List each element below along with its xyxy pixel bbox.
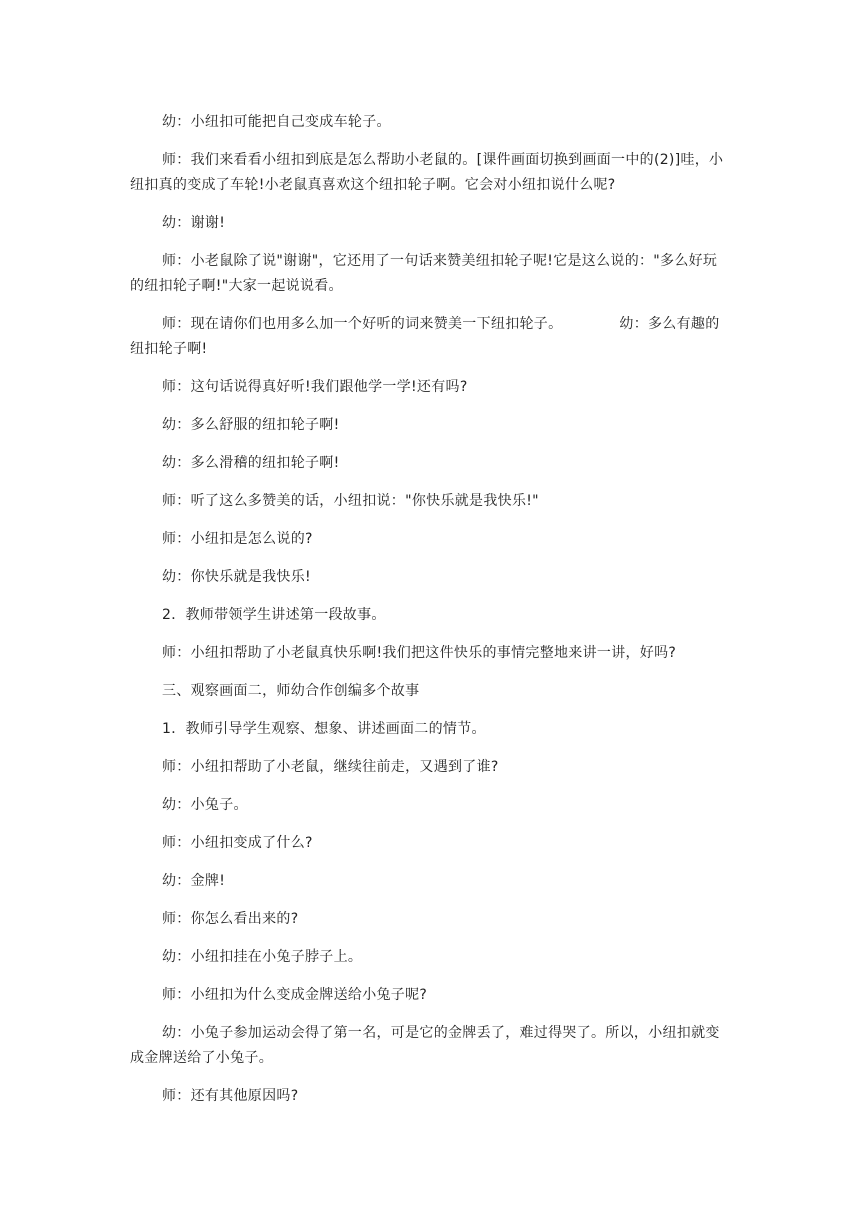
paragraph: 师：小纽扣是怎么说的? xyxy=(162,531,313,547)
paragraph: 师：小纽扣变成了什么? xyxy=(162,835,313,851)
paragraph: 师：我们来看看小纽扣到底是怎么帮助小老鼠的。[课件画面切换到画面一中的(2)]哇，小纽扣真的变成了车轮!小老鼠真喜欢这个纽扣轮子啊。它会对小纽扣说什么呢? xyxy=(130,152,724,193)
paragraph: 幼：小兔子参加运动会得了第一名，可是它的金牌丢了，难过得哭了。所以，小纽扣就变成金牌送给了小兔子。 xyxy=(130,1025,720,1066)
paragraph: 师：听了这么多赞美的话，小纽扣说："你快乐就是我快乐!" xyxy=(162,493,539,509)
paragraph: 幼：你快乐就是我快乐! xyxy=(162,569,311,585)
paragraph: 幼：小纽扣可能把自己变成车轮子。 xyxy=(162,114,391,130)
paragraph: 幼：小兔子。 xyxy=(162,797,248,813)
paragraph: 幼：金牌! xyxy=(162,873,226,889)
paragraph: 师：小纽扣为什么变成金牌送给小兔子呢? xyxy=(162,987,428,1003)
paragraph: 师：小纽扣帮助了小老鼠真快乐啊!我们把这件快乐的事情完整地来讲一讲，好吗? xyxy=(162,645,677,661)
document-body xyxy=(130,110,730,1122)
section-heading: 三、观察画面二，师幼合作创编多个故事 xyxy=(162,683,420,699)
paragraph: 师：现在请你们也用多么加一个好听的词来赞美一下纽扣轮子。 幼：多么有趣的纽扣轮子啊! xyxy=(130,316,720,357)
paragraph: 师：小纽扣帮助了小老鼠，继续往前走，又遇到了谁? xyxy=(162,759,499,775)
paragraph: 幼：多么舒服的纽扣轮子啊! xyxy=(162,417,340,433)
paragraph: 师：这句话说得真好听!我们跟他学一学!还有吗? xyxy=(162,379,468,395)
paragraph: 幼：谢谢! xyxy=(162,215,226,231)
section-step: 2．教师带领学生讲述第一段故事。 xyxy=(162,607,386,623)
paragraph: 幼：小纽扣挂在小兔子脖子上。 xyxy=(162,949,363,965)
section-step: 1．教师引导学生观察、想象、讲述画面二的情节。 xyxy=(162,721,486,737)
paragraph: 幼：多么滑稽的纽扣轮子啊! xyxy=(162,455,340,471)
paragraph: 师：小老鼠除了说"谢谢"，它还用了一句话来赞美纽扣轮子呢!它是这么说的："多么好玩的纽扣轮子啊!"大家一起说说看。 xyxy=(130,253,718,294)
paragraph: 师：你怎么看出来的? xyxy=(162,911,299,927)
paragraph: 师：还有其他原因吗? xyxy=(162,1088,299,1104)
